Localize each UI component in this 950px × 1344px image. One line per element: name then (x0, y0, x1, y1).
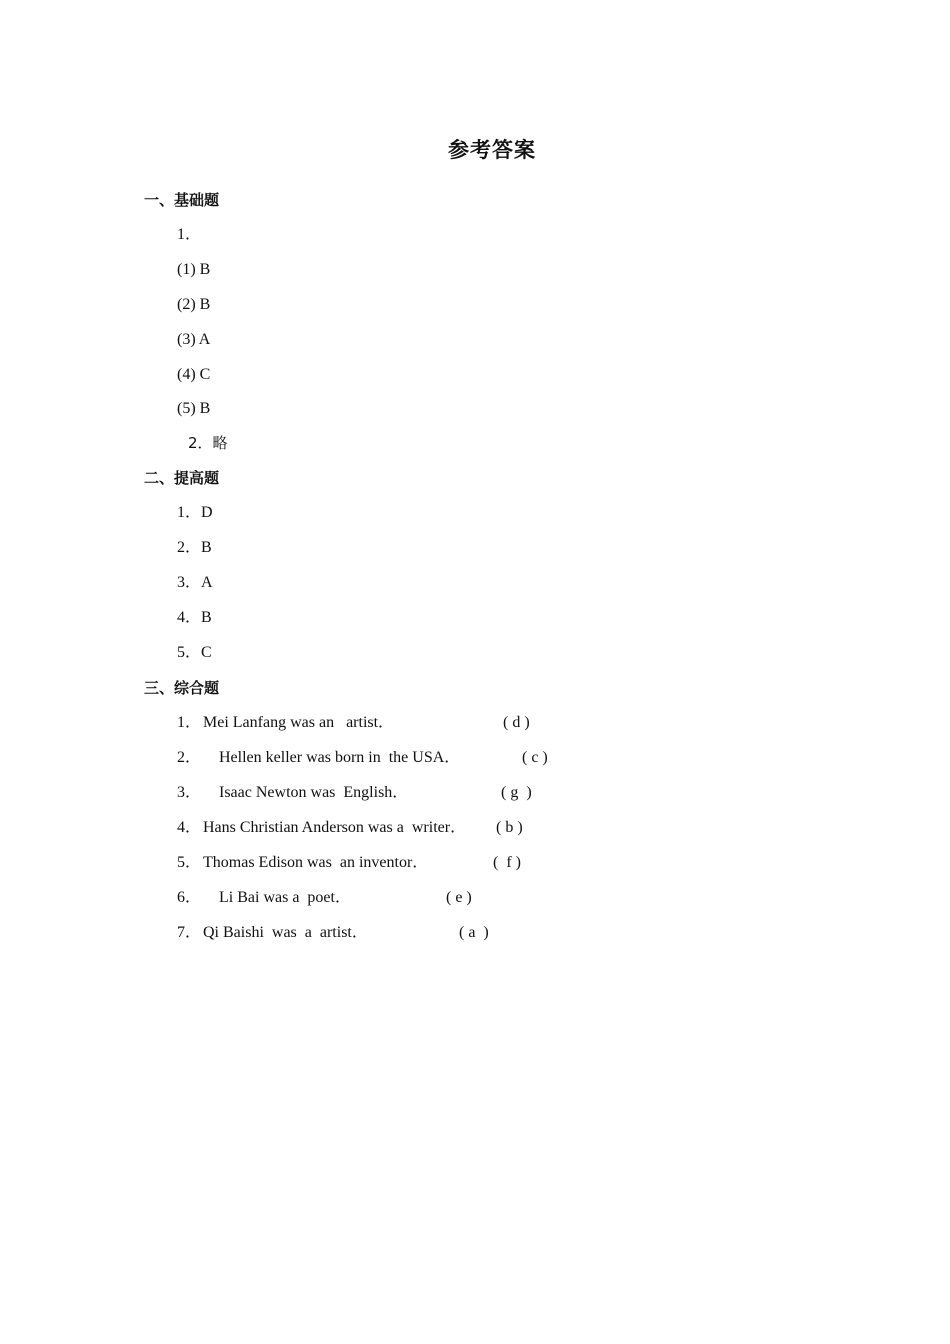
list-item: 4．B (177, 609, 212, 626)
list-item: (4) C (177, 366, 211, 383)
list-item-answer: ( d ) (503, 714, 530, 731)
list-item-text: Qi Baishi was a artist． (203, 924, 368, 941)
list-item-number: 2． (177, 749, 202, 766)
list-item-text: Mei Lanfang was an artist． (203, 714, 395, 731)
list-item: (3) A (177, 331, 211, 348)
list-item: (2) B (177, 296, 211, 313)
list-item: 1．D (177, 504, 213, 521)
list-item-text: Isaac Newton was English． (219, 784, 409, 801)
list-item-answer: ( g ) (501, 784, 532, 801)
list-item-number: 7． (177, 924, 202, 941)
list-item-text: Hellen keller was born in the USA． (219, 749, 461, 766)
list-item-number: 4． (177, 819, 202, 836)
list-item-answer: ( b ) (496, 819, 523, 836)
list-item: (1) B (177, 261, 211, 278)
list-item: 3．A (177, 574, 213, 591)
list-item-answer: ( f ) (493, 854, 521, 871)
list-item-number: 3． (177, 784, 202, 801)
page-title: 参考答案 (448, 138, 536, 162)
list-item: 2．略 (188, 434, 228, 452)
section-heading-comprehensive: 三、综合题 (144, 679, 220, 697)
list-item-answer: ( c ) (522, 749, 548, 766)
list-item-number: 1． (177, 714, 202, 731)
section-heading-advanced: 二、提高题 (144, 469, 220, 487)
list-item-text: Thomas Edison was an inventor． (203, 854, 429, 871)
list-item: 2．B (177, 539, 212, 556)
list-item-number: 5． (177, 854, 202, 871)
list-item-answer: ( a ) (459, 924, 489, 941)
list-item-text: Li Bai was a poet． (219, 889, 351, 906)
list-item-answer: ( e ) (446, 889, 472, 906)
list-item-number: 6． (177, 889, 202, 906)
list-item: 5．C (177, 644, 212, 661)
list-item: 1． (177, 226, 202, 243)
section-heading-basic: 一、基础题 (144, 191, 220, 209)
list-item: (5) B (177, 400, 211, 417)
list-item-text: Hans Christian Anderson was a writer． (203, 819, 467, 836)
